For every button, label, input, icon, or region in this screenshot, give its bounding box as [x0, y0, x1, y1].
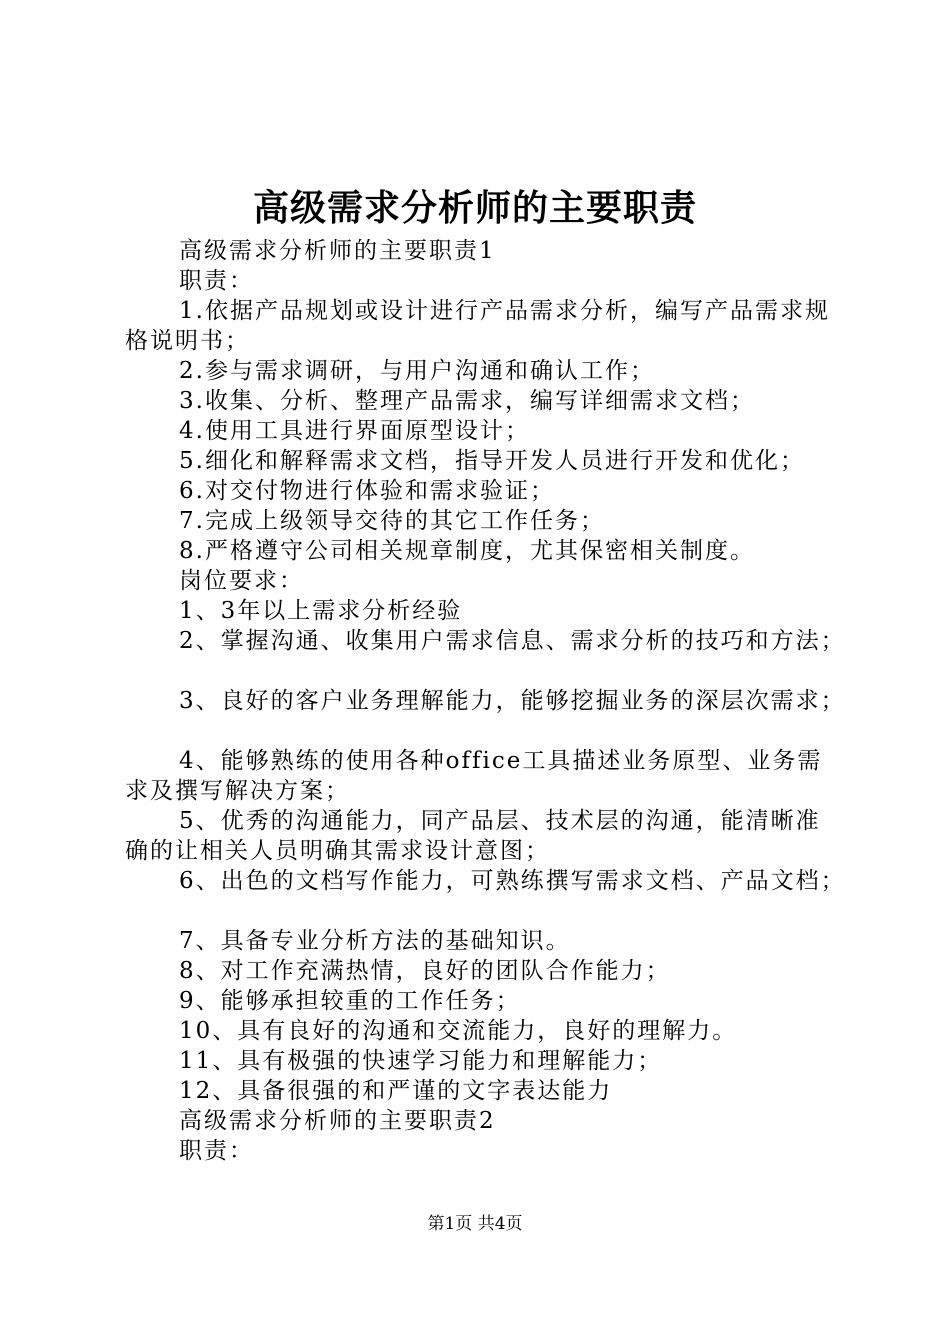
requirement-item-10: 10、具有良好的沟通和交流能力，良好的理解力。: [179, 1018, 738, 1044]
requirement-item-2: 2、掌握沟通、收集用户需求信息、需求分析的技巧和方法；: [179, 628, 846, 654]
requirement-item-12: 12、具备很强的和严谨的文字表达能力: [179, 1078, 613, 1104]
blank-line: [125, 896, 845, 926]
section-heading-2: 高级需求分析师的主要职责2: [179, 1108, 496, 1134]
duty-item-7: 7.完成上级领导交待的其它工作任务；: [179, 508, 605, 534]
duty-item-6: 6.对交付物进行体验和需求验证；: [179, 478, 555, 504]
document-body: [125, 236, 845, 1166]
requirement-item-7: 7、具备专业分析方法的基础知识。: [179, 928, 571, 954]
section-heading-1: 高级需求分析师的主要职责1: [179, 238, 496, 264]
requirement-item-3: 3、良好的客户业务理解能力，能够挖掘业务的深层次需求；: [179, 688, 846, 714]
duty-item-2: 2.参与需求调研，与用户沟通和确认工作；: [179, 358, 655, 384]
requirement-item-6: 6、出色的文档写作能力，可熟练撰写需求文档、产品文档；: [179, 868, 846, 894]
requirement-item-8: 8、对工作充满热情，良好的团队合作能力；: [179, 958, 671, 984]
duties-label-1: 职责：: [179, 268, 254, 294]
duty-item-5: 5.细化和解释需求文档，指导开发人员进行开发和优化；: [179, 448, 805, 474]
duties-label-2: 职责：: [179, 1138, 254, 1164]
duty-item-8: 8.严格遵守公司相关规章制度，尤其保密相关制度。: [179, 538, 755, 564]
duty-item-4: 4.使用工具进行界面原型设计；: [179, 418, 530, 444]
requirement-item-1: 1、3年以上需求分析经验: [179, 598, 463, 624]
requirement-item-4: 4、能够熟练的使用各种office工具描述业务原型、业务需求及撰写解决方案；: [125, 748, 823, 804]
requirement-item-9: 9、能够承担较重的工作任务；: [179, 988, 521, 1014]
duty-item-1: 1.依据产品规划或设计进行产品需求分析，编写产品需求规格说明书；: [125, 298, 830, 354]
document-title: 高级需求分析师的主要职责: [252, 187, 697, 229]
blank-line: [125, 716, 845, 746]
duty-item-3: 3.收集、分析、整理产品需求，编写详细需求文档；: [179, 388, 755, 414]
blank-line: [125, 656, 845, 686]
requirements-label: 岗位要求：: [179, 568, 304, 594]
page-footer: 第1页 共4页: [427, 1214, 523, 1234]
requirement-item-11: 11、具有极强的快速学习能力和理解能力；: [179, 1048, 663, 1074]
requirement-item-5: 5、优秀的沟通能力，同产品层、技术层的沟通，能清晰准确的让相关人员明确其需求设计意图；: [125, 808, 821, 864]
